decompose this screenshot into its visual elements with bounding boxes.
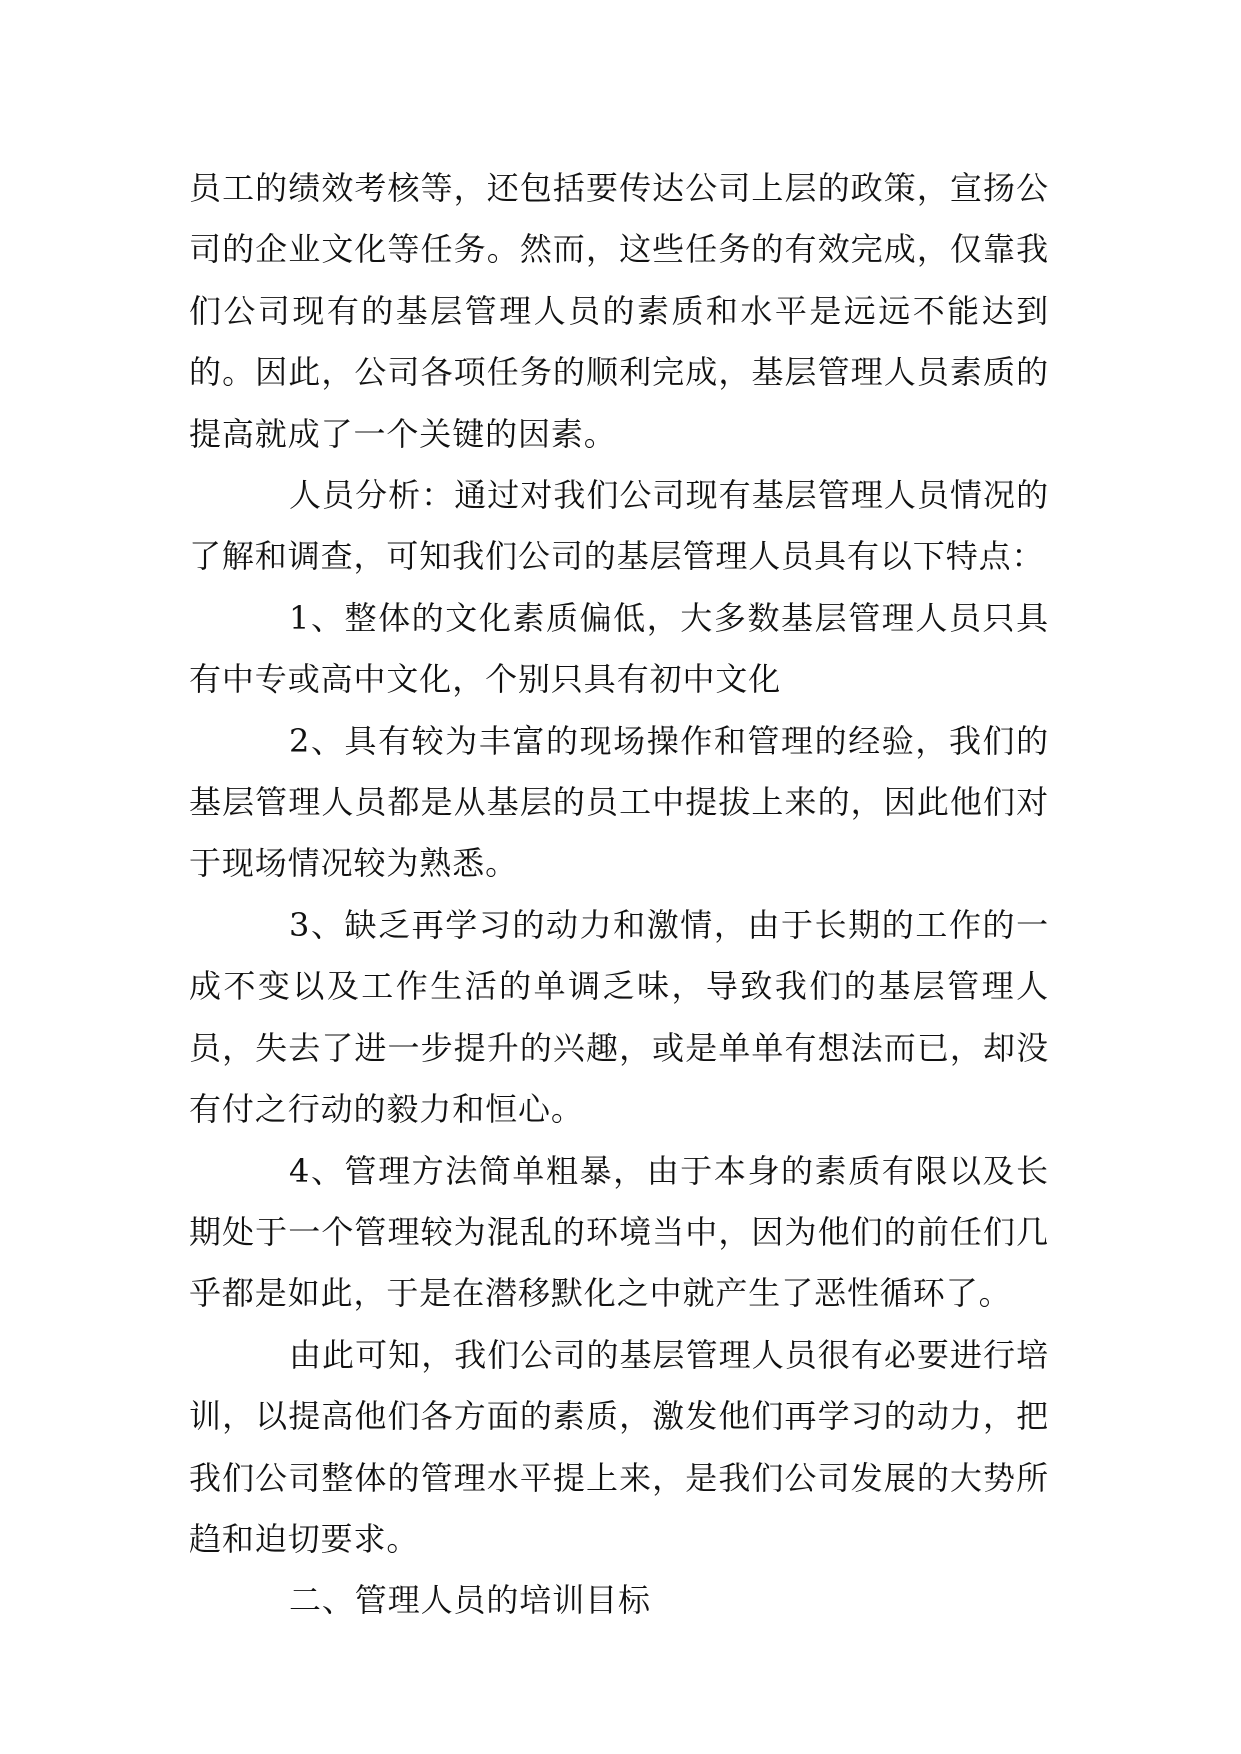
paragraph-point-4: 4、管理方法简单粗暴，由于本身的素质有限以及长期处于一个管理较为混乱的环境当中，因为他们的前任们几乎都是如此，于是在潜移默化之中就产生了恶性循环了。: [189, 1151, 1049, 1313]
document-body: [189, 158, 1049, 1632]
paragraph-continuation: 员工的绩效考核等，还包括要传达公司上层的政策，宣扬公司的企业文化等任务。然而，这些任务的有效完成，仅靠我们公司现有的基层管理人员的素质和水平是远远不能达到的。因此，公司各项任务的顺利完成，基层管理人员素质的提高就成了一个关键的因素。: [189, 169, 1049, 453]
paragraph-personnel-analysis: 人员分析：通过对我们公司现有基层管理人员情况的了解和调查，可知我们公司的基层管理人员具有以下特点：: [189, 476, 1049, 576]
section-heading-training-goals: 二、管理人员的培训目标: [289, 1581, 651, 1620]
paragraph-conclusion: 由此可知，我们公司的基层管理人员很有必要进行培训，以提高他们各方面的素质，激发他们再学习的动力，把我们公司整体的管理水平提上来，是我们公司发展的大势所趋和迫切要求。: [189, 1335, 1049, 1558]
paragraph-point-3: 3、缺乏再学习的动力和激情，由于长期的工作的一成不变以及工作生活的单调乏味，导致我们的基层管理人员，失去了进一步提升的兴趣，或是单单有想法而已，却没有付之行动的毅力和恒心。: [189, 905, 1049, 1129]
paragraph-point-1: 1、整体的文化素质偏低，大多数基层管理人员只具有中专或高中文化，个别只具有初中文化: [189, 598, 1049, 699]
paragraph-point-2: 2、具有较为丰富的现场操作和管理的经验，我们的基层管理人员都是从基层的员工中提拔上来的，因此他们对于现场情况较为熟悉。: [189, 721, 1049, 883]
